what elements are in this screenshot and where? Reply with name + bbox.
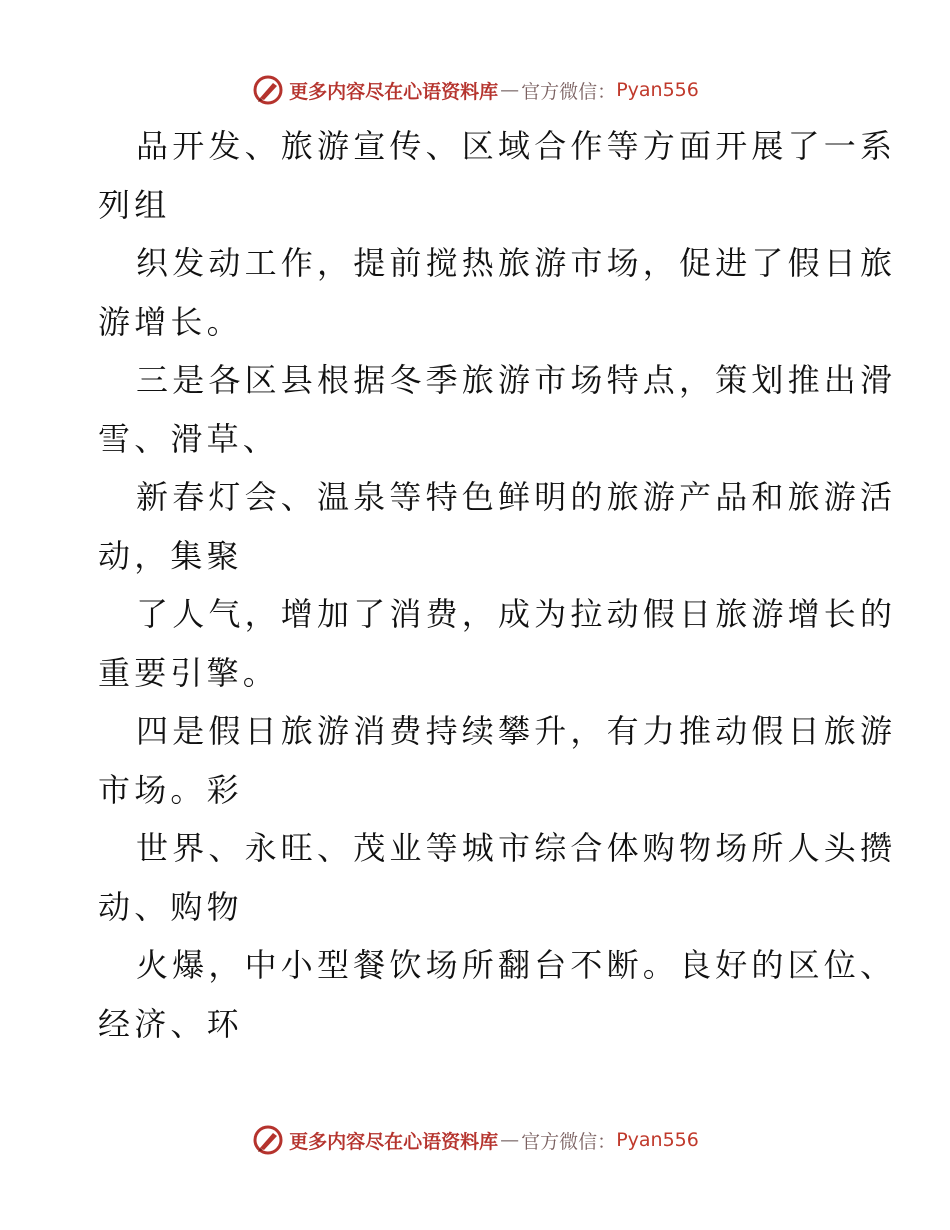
text-line: 游增长。 xyxy=(98,302,243,341)
text-line: 织发动工作，提前搅热旅游市场，促进了假日旅 xyxy=(136,244,897,282)
text-line: 雪、滑草、 xyxy=(98,419,280,458)
banner-wechat-label: 官方微信： xyxy=(521,1130,617,1153)
text-line: 动，集聚 xyxy=(98,536,243,575)
text-line: 动、购物 xyxy=(98,887,243,926)
text-line: 四是假日旅游消费持续攀升，有力推动假日旅游 xyxy=(136,712,897,750)
pen-seal-icon xyxy=(251,73,285,107)
banner-separator: — xyxy=(500,79,520,101)
footer-banner xyxy=(0,1122,950,1158)
banner-wechat-label: 官方微信： xyxy=(521,80,617,103)
text-line: 了人气，增加了消费，成为拉动假日旅游增长的 xyxy=(136,595,897,633)
pen-seal-icon xyxy=(251,1123,285,1157)
text-line: 重要引擎。 xyxy=(98,653,280,692)
text-line: 经济、环 xyxy=(98,1004,243,1043)
header-banner xyxy=(0,72,950,108)
document-body xyxy=(98,117,897,1053)
banner-wechat-id: Pyan556 xyxy=(616,79,699,101)
banner-wechat-id: Pyan556 xyxy=(616,1129,699,1151)
text-line: 品开发、旅游宣传、区域合作等方面开展了一系 xyxy=(136,127,897,165)
text-line: 世界、永旺、茂业等城市综合体购物场所人头攒 xyxy=(136,829,897,867)
text-line: 列组 xyxy=(98,185,171,224)
text-line: 市场。彩 xyxy=(98,770,243,809)
text-line: 新春灯会、温泉等特色鲜明的旅游产品和旅游活 xyxy=(136,478,897,516)
banner-title: 更多内容尽在心语资料库 xyxy=(289,1130,499,1153)
banner-title: 更多内容尽在心语资料库 xyxy=(289,80,499,103)
text-line: 三是各区县根据冬季旅游市场特点，策划推出滑 xyxy=(136,361,897,399)
text-line: 火爆，中小型餐饮场所翻台不断。良好的区位、 xyxy=(136,946,897,984)
banner-separator: — xyxy=(500,1129,520,1151)
